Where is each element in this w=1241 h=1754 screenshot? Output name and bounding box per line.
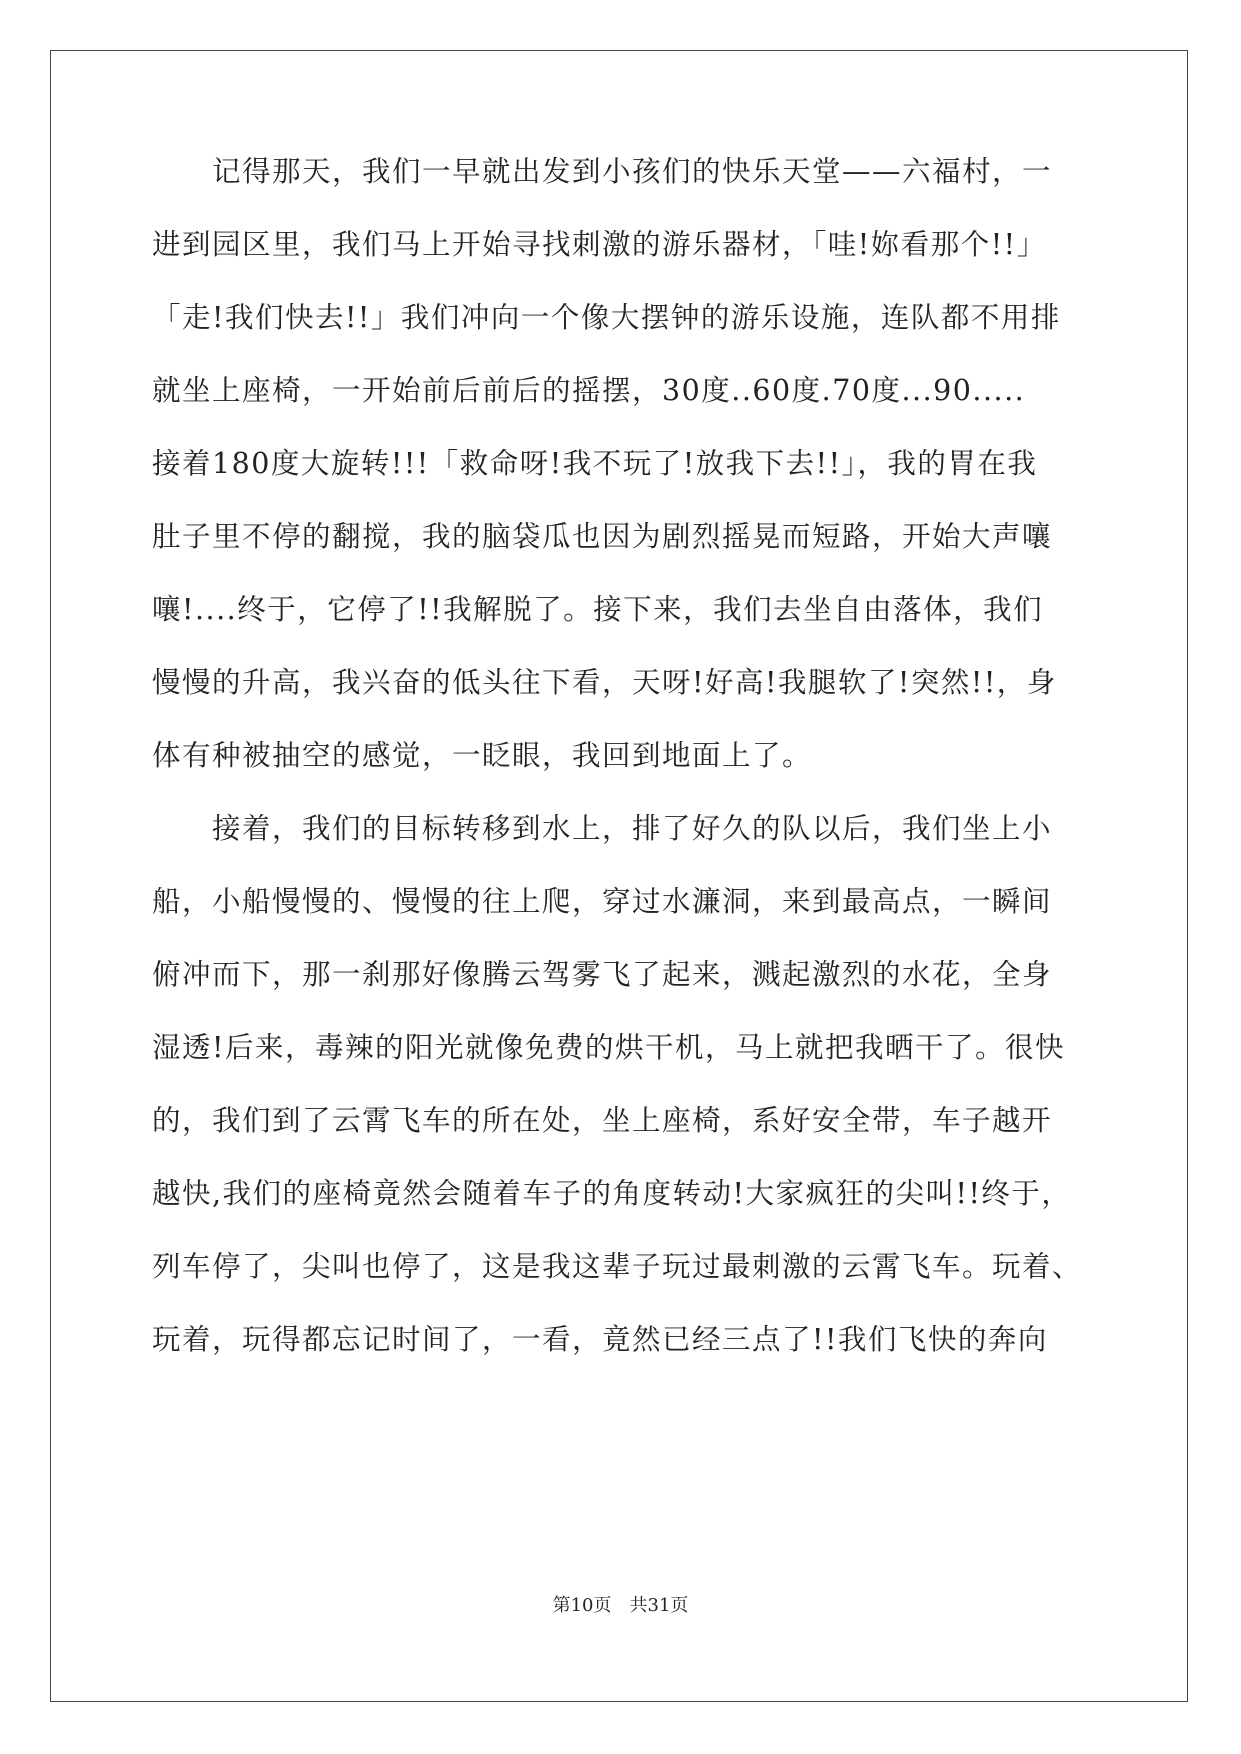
- text-line: 嚷!....终于，它停了!!我解脱了。接下来，我们去坐自由落体，我们: [152, 593, 1044, 626]
- text-line: 玩着，玩得都忘记时间了，一看，竟然已经三点了!!我们飞快的奔向: [152, 1323, 1048, 1356]
- text-line: 列车停了，尖叫也停了，这是我这辈子玩过最刺激的云霄飞车。玩着、: [152, 1250, 1083, 1283]
- text-line: 的，我们到了云霄飞车的所在处，坐上座椅，系好安全带，车子越开: [152, 1104, 1053, 1137]
- text-line: 船，小船慢慢的、慢慢的往上爬，穿过水濂洞，来到最高点，一瞬间: [152, 885, 1053, 918]
- page-number-footer: 第10页 共31页: [552, 1595, 689, 1616]
- text-line: 越快,我们的座椅竟然会随着车子的角度转动!大家疯狂的尖叫!!终于，: [152, 1177, 1072, 1210]
- text-line: 俯冲而下，那一刹那好像腾云驾雾飞了起来，溅起激烈的水花，全身: [152, 958, 1053, 991]
- text-line: 接着，我们的目标转移到水上，排了好久的队以后，我们坐上小: [152, 812, 1053, 845]
- text-line: 肚子里不停的翻搅，我的脑袋瓜也因为剧烈摇晃而短路，开始大声嚷: [152, 520, 1053, 553]
- text-line: 湿透!后来，毒辣的阳光就像免费的烘干机，马上就把我晒干了。很快: [152, 1031, 1065, 1064]
- text-line: 就坐上座椅，一开始前后前后的摇摆，30度..60度.70度...90.....: [152, 374, 1026, 407]
- text-line: 「走!我们快去!!」我们冲向一个像大摆钟的游乐设施，连队都不用排: [152, 301, 1061, 334]
- text-line: 接着180度大旋转!!!「救命呀!我不玩了!放我下去!!」，我的胃在我: [152, 447, 1038, 480]
- text-line: 体有种被抽空的感觉，一眨眼，我回到地面上了。: [152, 739, 813, 772]
- text-line: 记得那天，我们一早就出发到小孩们的快乐天堂——六福村，一: [152, 155, 1053, 188]
- text-line: 进到园区里，我们马上开始寻找刺激的游乐器材，「哇!妳看那个!!」: [152, 228, 1047, 261]
- text-line: 慢慢的升高，我兴奋的低头往下看，天呀!好高!我腿软了!突然!!，身: [152, 666, 1057, 699]
